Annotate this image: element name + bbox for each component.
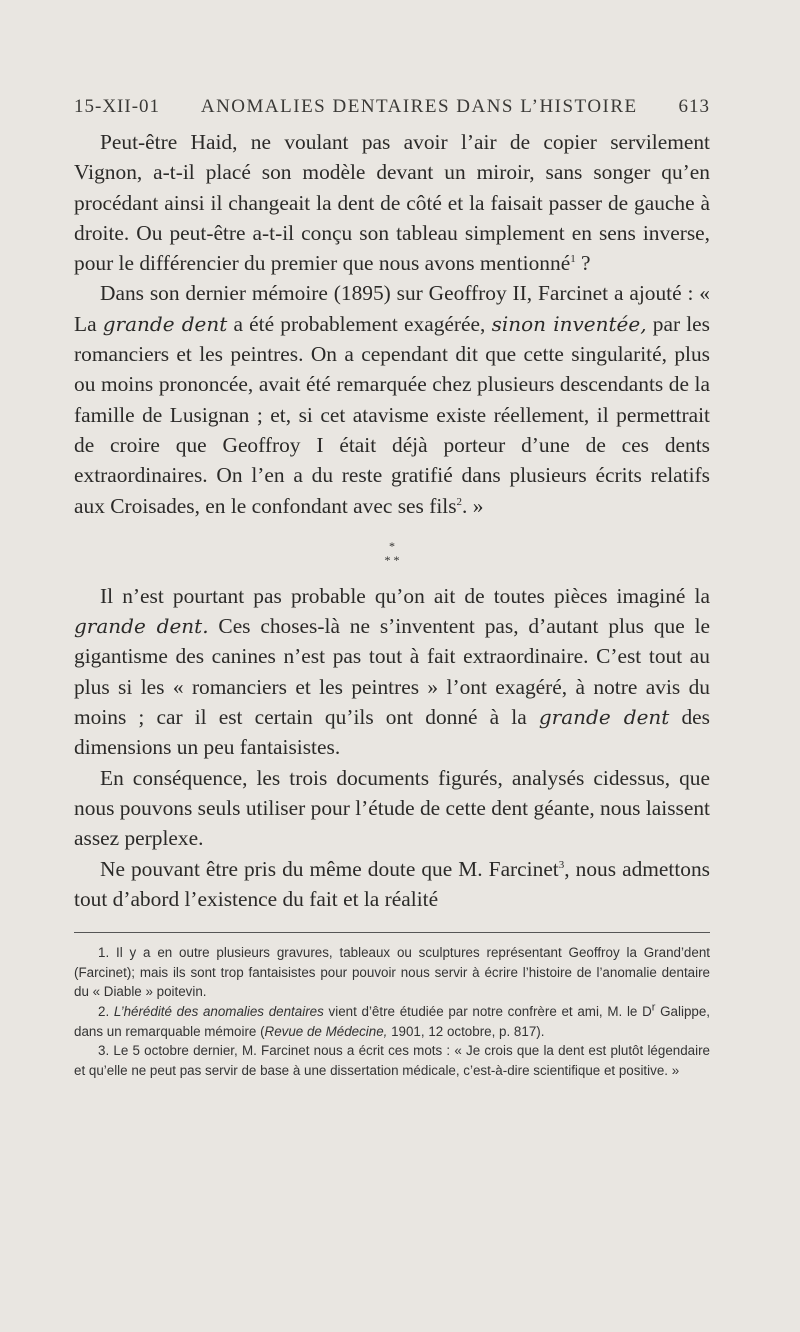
footnote-1: 1. Il y a en outre plusieurs gravures, tableaux ou sculptures représentant Geoffroy la Grand’dent (Farcinet); mais ils sont trop fantaisistes pour pouvoir nous servir à écrire l’histoire de l’anomalie dentaire du « Diable » poitevin. (74, 945, 710, 1000)
paragraph-3-italic-1: grande dent. (74, 614, 209, 639)
footnote-rule (74, 932, 710, 933)
paragraph-5-b: , nous admettons tout d’abord l’existence du fait et la réalité (74, 856, 710, 911)
paragraph-5-a: Ne pouvant être pris du même doute que M. Farcinet (100, 856, 559, 881)
page-number: 613 (678, 96, 710, 117)
asterism-top: * (389, 538, 395, 553)
paragraph-3 (74, 581, 710, 763)
paragraph-3-b: Ces choses-là ne s’inventent pas, d’autant plus que le gigantisme des canines n’est pas tout à fait extraordinaire. C’est tout au plus si les « romanciers et les peintres » l’ont exagéré, à notre avis du moins ; car il est certain qu’ils ont donné à la (74, 614, 710, 730)
footnote-2-sup: r (651, 1001, 656, 1014)
footnote-2-italic-2: Revue de Médecine, (264, 1023, 388, 1039)
paragraph-4: En conséquence, les trois documents figurés, analysés cidessus, que nous pouvons seuls utiliser pour l’étude de cette dent géante, nous laissent assez perplexe. (74, 765, 710, 851)
page (74, 96, 710, 1080)
asterism-bottom: * * (384, 552, 400, 567)
footnote-ref-3: 3 (558, 858, 565, 871)
running-head (74, 96, 710, 118)
paragraph-3-italic-2: grande dent (538, 705, 670, 730)
paragraph-3-c: des dimensions un peu fantaisistes. (74, 705, 710, 760)
footnotes (74, 943, 710, 1080)
section-asterism (74, 521, 710, 581)
footnote-ref-2: 2 (456, 495, 463, 508)
footnote-2-d: 1901, 12 octobre, p. 817). (387, 1023, 545, 1039)
footnote-2-italic: L’hérédité des anomalies dentaires (113, 1003, 324, 1019)
paragraph-2-italic-1: grande dent (102, 311, 228, 336)
paragraph-1 (74, 127, 710, 278)
paragraph-3-a: Il n’est pourtant pas probable qu’on ait de toutes pièces imaginé la (100, 583, 710, 608)
paragraph-2-end: . » (462, 493, 484, 518)
paragraph-1-end: ? (575, 251, 591, 276)
footnote-2-c: Galippe, dans un remarquable mémoire ( (74, 1003, 711, 1039)
paragraph-2-italic-2: sinon inventée, (491, 311, 647, 336)
footnote-2-b: vient d’être étudiée par notre confrère et ami, M. le D (323, 1003, 652, 1019)
paragraph-2-a: Dans son dernier mémoire (1895) sur Geoffroy II, Farcinet a ajouté : « La (74, 281, 710, 336)
paragraph-2 (74, 278, 710, 520)
paragraph-5 (74, 854, 710, 915)
paragraph-2-b: a été probablement exagérée, (227, 311, 492, 336)
footnote-2 (74, 1002, 710, 1041)
paragraph-2-c: par les romanciers et les peintres. On a cependant dit que cette singularité, plus ou moins prononcée, avait été remarquée chez plusieurs descendants de la famille de Lusignan ; et, si cet atavisme existe réellement, il permettrait de croire que Geoffroy I était déjà porteur d’une de ces dents extraordinaires. On l’en a du reste gratifié dans plusieurs écrits relatifs aux Croisades, en le confondant avec ses fils (74, 311, 711, 518)
footnote-3: 3. Le 5 octobre dernier, M. Farcinet nous a écrit ces mots : « Je crois que la dent est plutôt légendaire et qu’elle ne peut pas servir de base à une dissertation médicale, c’est-à-dire scientifique et positive. » (74, 1043, 710, 1078)
header-date: 15-XII-01 (74, 96, 161, 117)
footnote-2-a: 2. (98, 1003, 114, 1019)
footnote-ref-1: 1 (570, 253, 576, 266)
body-text (74, 127, 710, 914)
paragraph-1-text: Peut-être Haid, ne voulant pas avoir l’air de copier servilement Vignon, a-t-il placé son modèle devant un miroir, sans songer qu’en procédant ainsi il changeait la dent de côté et la faisait passer de gauche à droite. Ou peut-être a-t-il conçu son tableau simplement en sens inverse, pour le différencier du premier que nous avons mentionné (74, 130, 710, 276)
header-title: ANOMALIES DENTAIRES DANS L’HISTOIRE (200, 96, 638, 117)
